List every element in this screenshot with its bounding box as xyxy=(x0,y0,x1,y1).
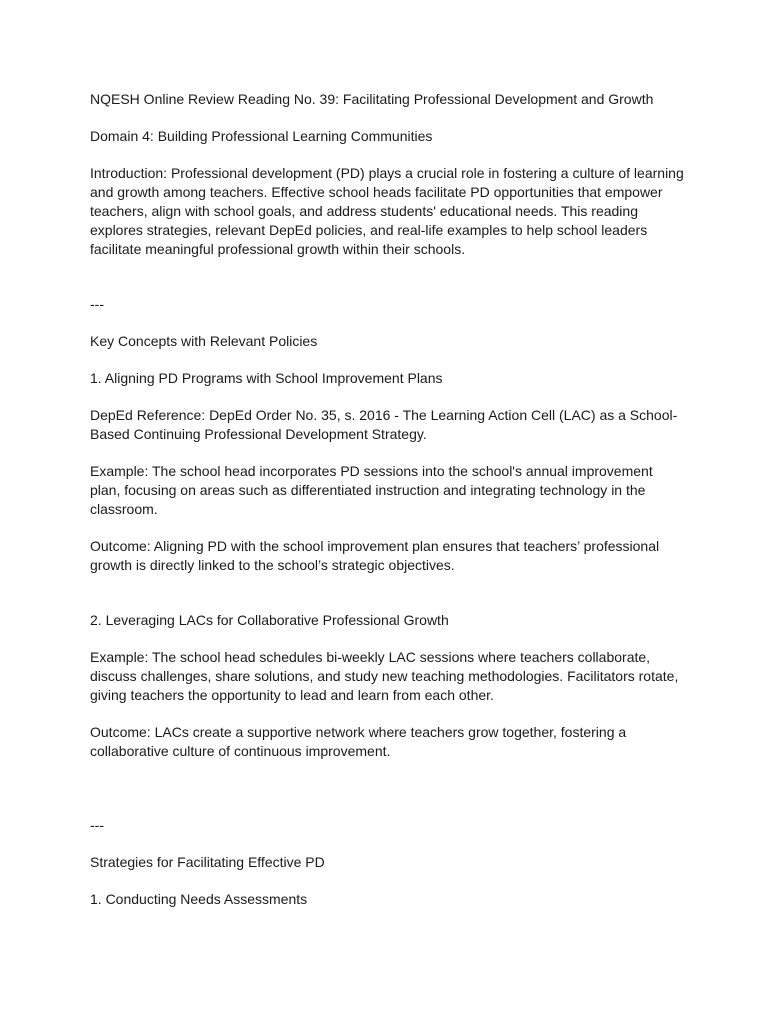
spacer xyxy=(90,593,686,611)
strategies-heading: Strategies for Facilitating Effective PD xyxy=(90,854,325,870)
concept-2-example: Example: The school head schedules bi-weekly LAC sessions where teachers collaborate, discuss challenges, share solutions, and study new teaching methodologies. Facilitators rotate, giving teachers the opportunity to lead and learn from each other. xyxy=(90,649,679,703)
document-page xyxy=(90,90,686,927)
key-concepts-heading: Key Concepts with Relevant Policies xyxy=(90,333,318,349)
introduction-paragraph: Introduction: Professional development (PD) plays a crucial role in fostering a culture of learning and growth among teachers. Effective school heads facilitate PD opportunities that empower teachers, align with school goals, and address students' educational needs. This reading explores strategies, relevant DepEd policies, and real-life examples to help school leaders facilitate meaningful professional growth within their schools. xyxy=(90,165,684,257)
section-separator: --- xyxy=(90,296,104,312)
domain-heading: Domain 4: Building Professional Learning Communities xyxy=(90,128,433,144)
document-title: NQESH Online Review Reading No. 39: Facilitating Professional Development and Growth xyxy=(90,91,654,107)
concept-1-heading: 1. Aligning PD Programs with School Improvement Plans xyxy=(90,370,443,386)
spacer xyxy=(90,779,686,816)
concept-1-example: Example: The school head incorporates PD sessions into the school's annual improvement plan, focusing on areas such as differentiated instruction and integrating technology in the classroom. xyxy=(90,463,653,517)
concept-1-outcome: Outcome: Aligning PD with the school improvement plan ensures that teachers’ professional growth is directly linked to the school’s strategic objectives. xyxy=(90,538,660,573)
concept-2-heading: 2. Leveraging LACs for Collaborative Professional Growth xyxy=(90,612,449,628)
concept-1-reference: DepEd Reference: DepEd Order No. 35, s. 2016 - The Learning Action Cell (LAC) as a School-Based Continuing Professional Development Strategy. xyxy=(90,407,678,442)
concept-2-outcome: Outcome: LACs create a supportive network where teachers grow together, fostering a collaborative culture of continuous improvement. xyxy=(90,724,627,759)
section-separator: --- xyxy=(90,817,104,833)
strategy-1-heading: 1. Conducting Needs Assessments xyxy=(90,891,308,907)
spacer xyxy=(90,277,686,295)
